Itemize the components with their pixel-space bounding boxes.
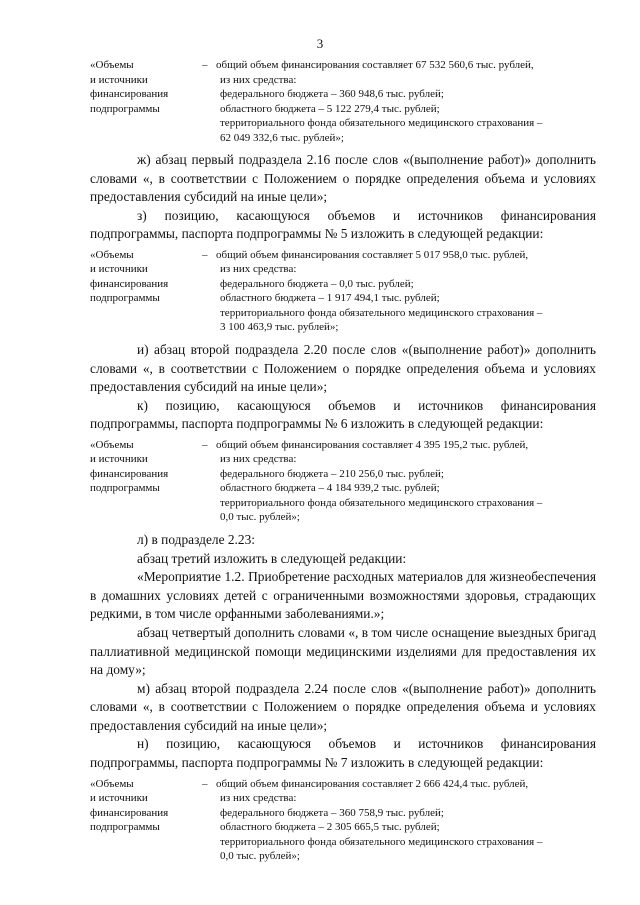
passport-block-4 <box>90 777 596 864</box>
paragraph-zh: ж) абзац первый подраздела 2.16 после слов «(выполнение работ)» дополнить словами «, в соответствии с Положением о порядке определения объема и условиях предоставления субсидий на иные цели»; <box>90 152 596 205</box>
passport-label-line: подпрограммы <box>90 292 160 305</box>
passport-line: 0,0 тыс. рублей»; <box>220 850 300 863</box>
document-body <box>90 58 596 870</box>
passport-label-line: финансирования <box>90 806 169 819</box>
paragraph-l-3: абзац четвертый дополнить словами «, в том числе оснащение выездных бригад паллиативной медицинской помощи медицинскими изделиями для предоставления их на дому»; <box>90 624 596 678</box>
passport-label <box>90 438 202 525</box>
passport-line: федерального бюджета – 360 758,9 тыс. рублей; <box>220 806 444 819</box>
passport-label <box>90 248 202 335</box>
paragraph-l: л) в подразделе 2.23: <box>137 531 256 547</box>
passport-line: федерального бюджета – 210 256,0 тыс. рублей; <box>220 467 444 480</box>
passport-label <box>90 777 202 864</box>
passport-label-line: «Объемы <box>90 248 134 261</box>
passport-values <box>216 438 596 525</box>
passport-label-line: «Объемы <box>90 438 134 451</box>
passport-label-line: «Объемы <box>90 59 134 71</box>
paragraph-k: к) позицию, касающуюся объемов и источников финансирования подпрограммы, паспорта подпрограммы № 6 изложить в следующей редакции: <box>90 397 596 432</box>
passport-block-3 <box>90 438 596 525</box>
passport-dash: – <box>202 59 208 71</box>
paragraph-l-1: абзац третий изложить в следующей редакции: <box>137 550 407 566</box>
passport-line: из них средства: <box>220 73 297 86</box>
passport-dash: – <box>202 777 208 790</box>
passport-values <box>216 248 596 335</box>
passport-line: областного бюджета – 1 917 494,1 тыс. рублей; <box>220 292 440 305</box>
passport-label-line: подпрограммы <box>90 821 160 834</box>
passport-label-line: и источники <box>90 73 148 86</box>
passport-line: из них средства: <box>220 453 297 466</box>
passport-line: общий объем финансирования составляет 2 666 424,4 тыс. рублей, <box>216 777 529 790</box>
passport-label-line: и источники <box>90 263 148 276</box>
passport-label-line: и источники <box>90 453 148 466</box>
passport-label-line: финансирования <box>90 467 169 480</box>
passport-label-line: финансирования <box>90 277 169 290</box>
passport-line: федерального бюджета – 360 948,6 тыс. рублей; <box>220 88 444 100</box>
paragraph-n: н) позицию, касающуюся объемов и источников финансирования подпрограммы, паспорта подпрограммы № 7 изложить в следующей редакции: <box>90 736 596 771</box>
paragraph-l-2: «Мероприятие 1.2. Приобретение расходных материалов для жизнеобеспечения в домашних условиях детей с ограниченными возможностями здоровья, страдающих редкими, в том числе орфанными заболеваниями.»; <box>90 569 596 622</box>
passport-line: территориального фонда обязательного медицинского страхования – <box>220 496 543 509</box>
passport-label <box>90 58 202 145</box>
passport-values <box>216 58 596 145</box>
passport-label-line: «Объемы <box>90 777 134 790</box>
passport-block-2 <box>90 248 596 335</box>
passport-line: 0,0 тыс. рублей»; <box>220 511 300 524</box>
passport-values <box>216 777 596 864</box>
paragraph-z: з) позицию, касающуюся объемов и источников финансирования подпрограммы, паспорта подпрограммы № 5 изложить в следующей редакции: <box>90 207 596 242</box>
paragraph-i: и) абзац второй подраздела 2.20 после слов «(выполнение работ)» дополнить словами «, в соответствии с Положением о порядке определения объема и условиях предоставления субсидий на иные цели»; <box>90 341 596 395</box>
passport-dash: – <box>202 248 208 261</box>
passport-line: из них средства: <box>220 792 297 805</box>
passport-label-line: подпрограммы <box>90 482 160 495</box>
passport-label-line: и источники <box>90 792 148 805</box>
passport-line: общий объем финансирования составляет 5 017 958,0 тыс. рублей, <box>216 248 529 261</box>
passport-line: областного бюджета – 5 122 279,4 тыс. рублей; <box>220 102 440 115</box>
passport-block-1 <box>90 58 596 145</box>
passport-line: общий объем финансирования составляет 67 532 560,6 тыс. рублей, <box>216 59 534 71</box>
passport-label-line: финансирования <box>90 88 169 100</box>
page-number: 3 <box>316 36 324 51</box>
passport-line: областного бюджета – 2 305 665,5 тыс. рублей; <box>220 821 440 834</box>
passport-line: общий объем финансирования составляет 4 395 195,2 тыс. рублей, <box>216 438 529 451</box>
passport-line: из них средства: <box>220 263 297 276</box>
passport-dash: – <box>202 438 208 451</box>
passport-line: областного бюджета – 4 184 939,2 тыс. рублей; <box>220 482 440 495</box>
passport-line: 3 100 463,9 тыс. рублей»; <box>220 321 339 334</box>
paragraph-m: м) абзац второй подраздела 2.24 после слов «(выполнение работ)» дополнить словами «, в соответствии с Положением о порядке определения объема и условиях предоставления субсидий на иные цели»; <box>90 680 596 733</box>
passport-line: федерального бюджета – 0,0 тыс. рублей; <box>220 277 414 290</box>
passport-label-line: подпрограммы <box>90 102 160 115</box>
passport-line: территориального фонда обязательного медицинского страхования – <box>220 117 543 129</box>
passport-line: территориального фонда обязательного медицинского страхования – <box>220 835 543 848</box>
passport-line: территориального фонда обязательного медицинского страхования – <box>220 306 543 319</box>
passport-line: 62 049 332,6 тыс. рублей»; <box>220 131 344 144</box>
